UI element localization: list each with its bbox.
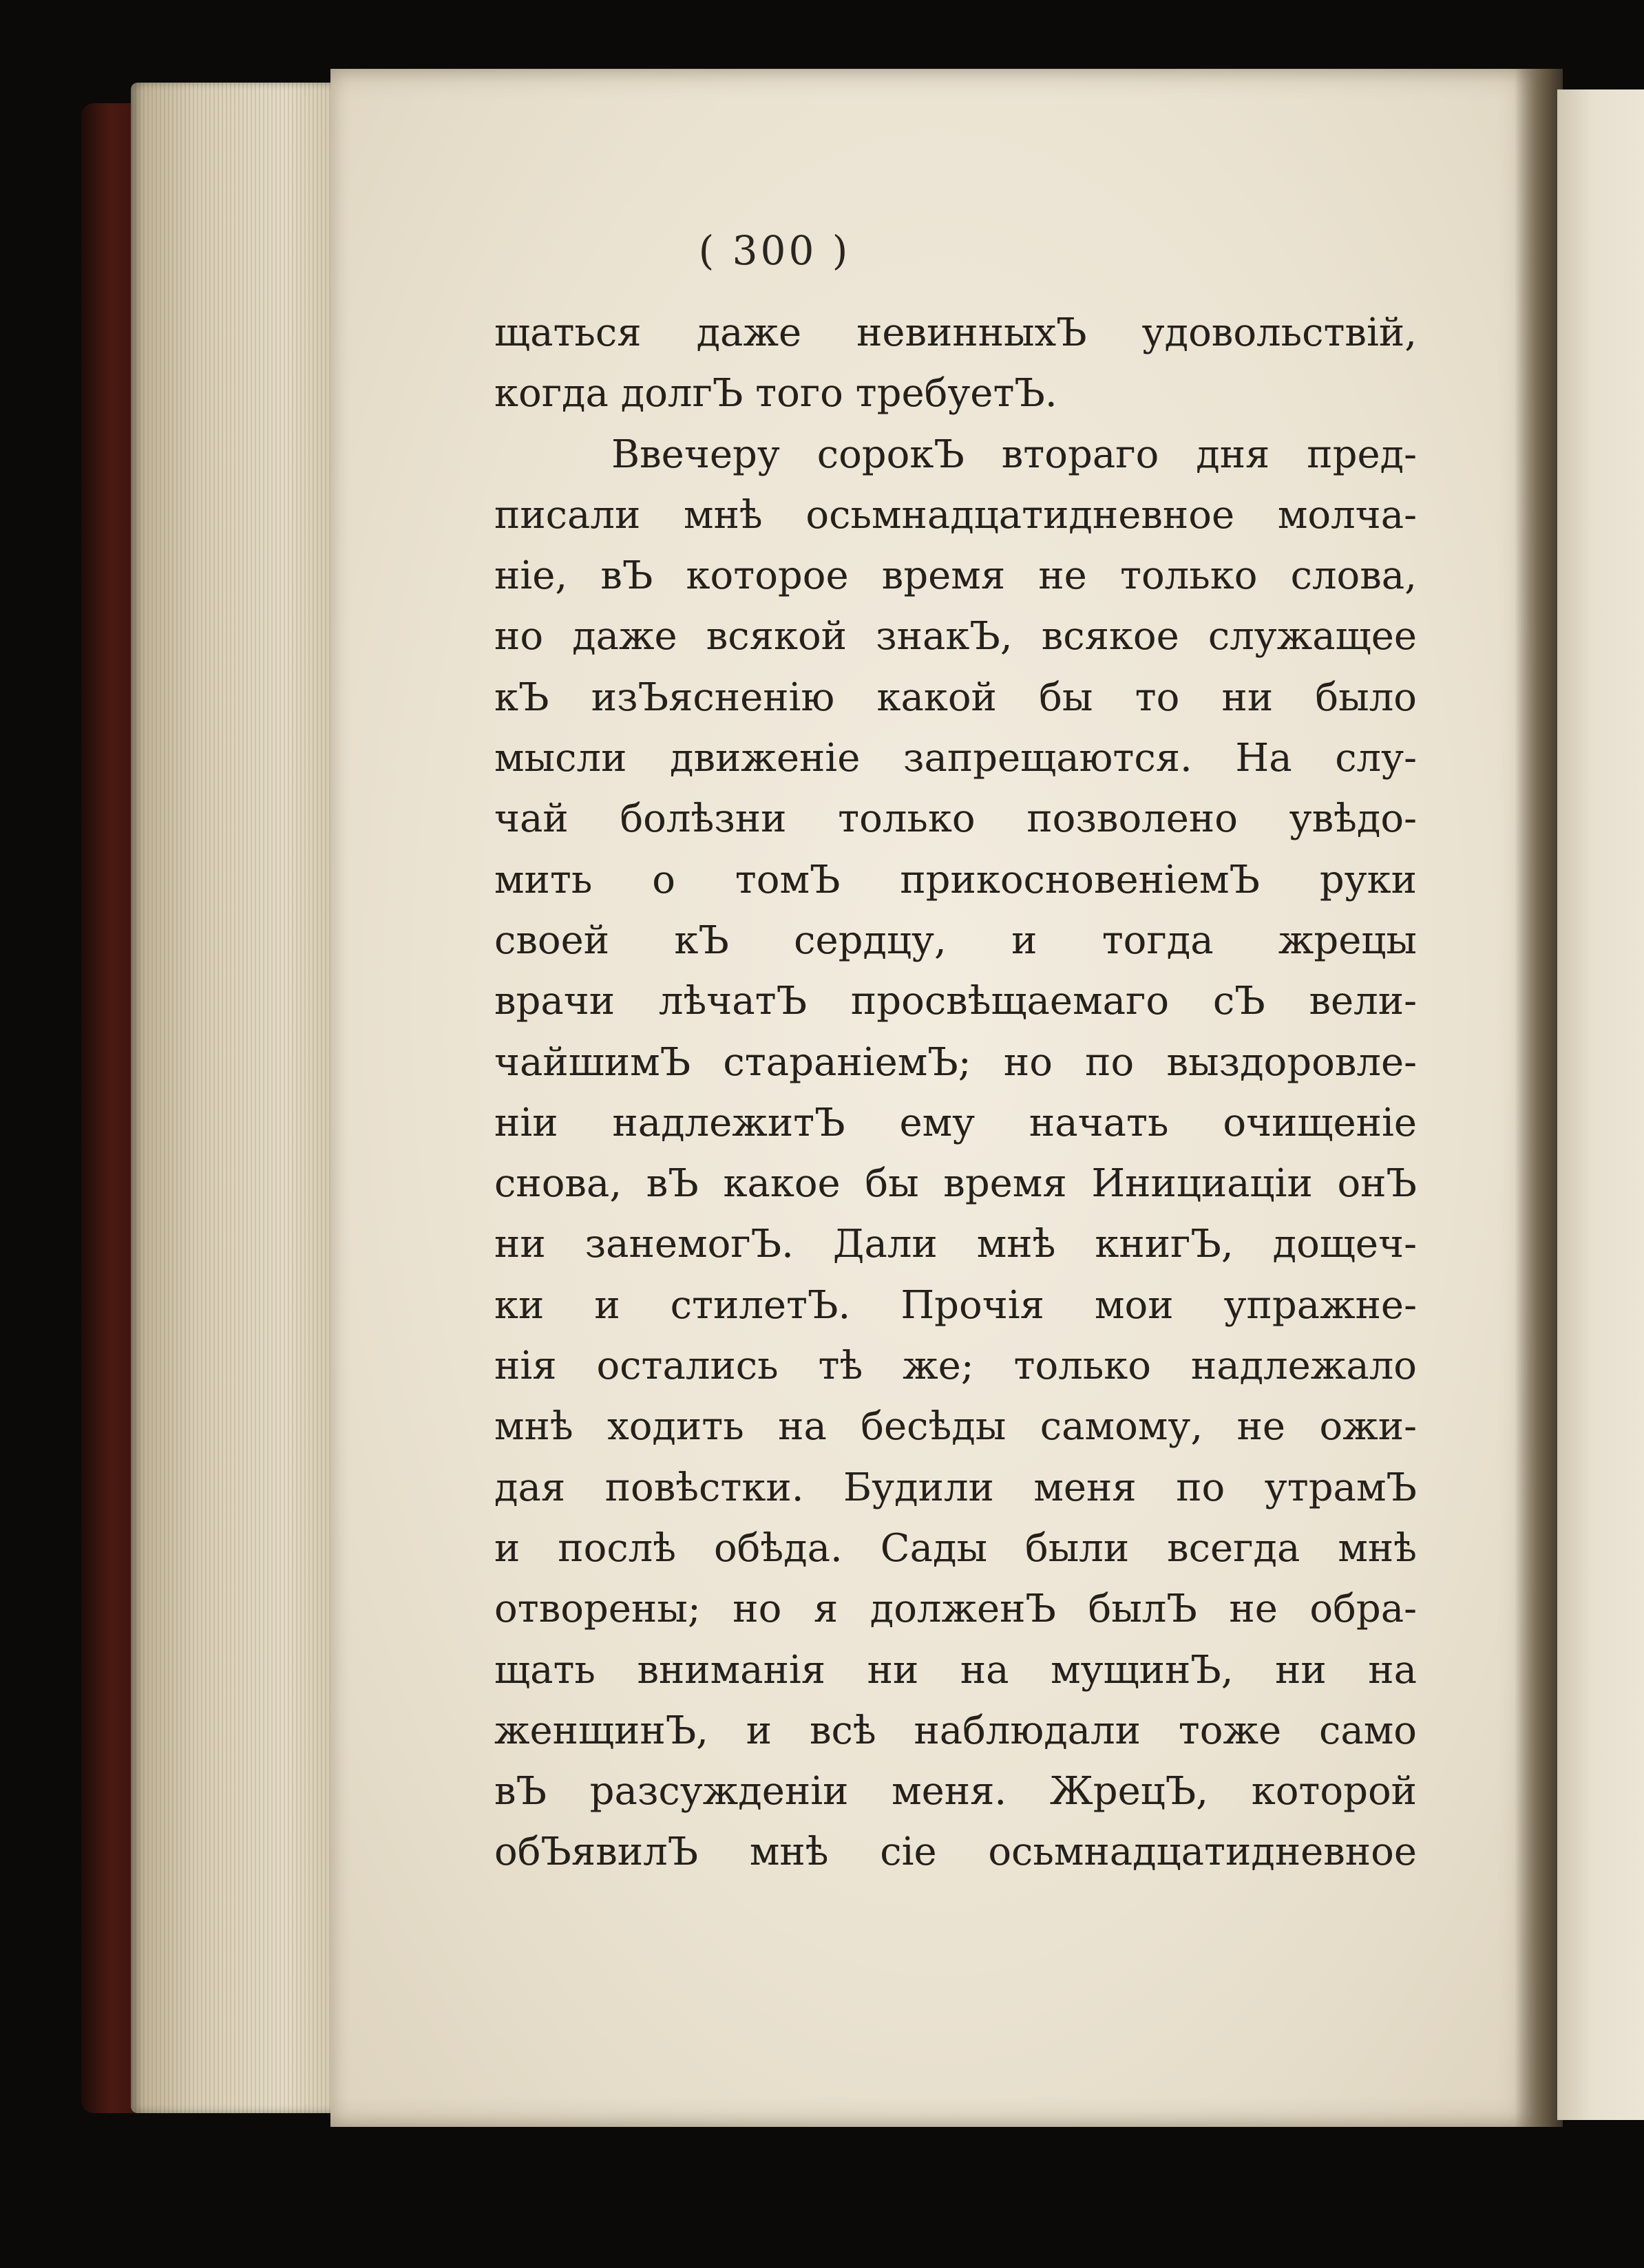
text-line: щаться даже невинныхЪ удовольствій, <box>494 310 1417 355</box>
text-line: снова, вЪ какое бы время Инициаціи онЪ <box>494 1161 1417 1207</box>
page-number: ( 300 ) <box>698 227 851 274</box>
text-line: мысли движеніе запрещаются. На слу- <box>494 736 1417 781</box>
facing-page <box>1557 89 1644 2120</box>
text-line: врачи лѣчатЪ просвѣщаемаго сЪ вели- <box>494 979 1417 1024</box>
gutter-shadow <box>1515 69 1563 2127</box>
text-line: обЪявилЪ мнѣ сіе осьмнадцатидневное <box>494 1830 1417 1875</box>
text-line: но даже всякой знакЪ, всякое служащее <box>494 614 1417 659</box>
page-edges <box>131 83 351 2113</box>
text-line: вЪ разсужденіи меня. ЖрецЪ, которой <box>494 1769 1417 1814</box>
text-line: чай болѣзни только позволено увѣдо- <box>494 796 1417 842</box>
text-line: когда долгЪ того требуетЪ. <box>494 371 1057 416</box>
text-line: чайшимЪ стараніемЪ; но по выздоровле- <box>494 1039 1417 1085</box>
text-line: ки и стилетЪ. Прочія мои упражне- <box>494 1282 1417 1328</box>
text-line: женщинЪ, и всѣ наблюдали тоже само <box>494 1708 1417 1753</box>
text-line: ни занемогЪ. Дали мнѣ книгЪ, дощеч- <box>494 1222 1417 1267</box>
text-line: мнѣ ходить на бесѣды самому, не ожи- <box>494 1404 1417 1450</box>
text-line: дая повѣстки. Будили меня по утрамЪ <box>494 1465 1417 1510</box>
text-line: ніи надлежитЪ ему начать очищеніе <box>494 1100 1417 1145</box>
text-line: нія остались тѣ же; только надлежало <box>494 1344 1417 1389</box>
text-line: своей кЪ сердцу, и тогда жрецы <box>494 918 1417 963</box>
text-line: Ввечеру сорокЪ втораго дня пред- <box>611 432 1417 477</box>
text-line: кЪ изЪясненію какой бы то ни было <box>494 675 1417 720</box>
text-line: и послѣ обѣда. Сады были всегда мнѣ <box>494 1525 1417 1571</box>
text-line: щать вниманія ни на мущинЪ, ни на <box>494 1647 1417 1693</box>
text-line: мить о томЪ прикосновеніемЪ руки <box>494 857 1417 902</box>
body-text <box>494 303 1417 1883</box>
text-line: ніе, вЪ которое время не только слова, <box>494 553 1417 599</box>
text-line: отворены; но я долженЪ былЪ не обра- <box>494 1587 1417 1632</box>
text-line: писали мнѣ осьмнадцатидневное молча- <box>494 492 1417 538</box>
